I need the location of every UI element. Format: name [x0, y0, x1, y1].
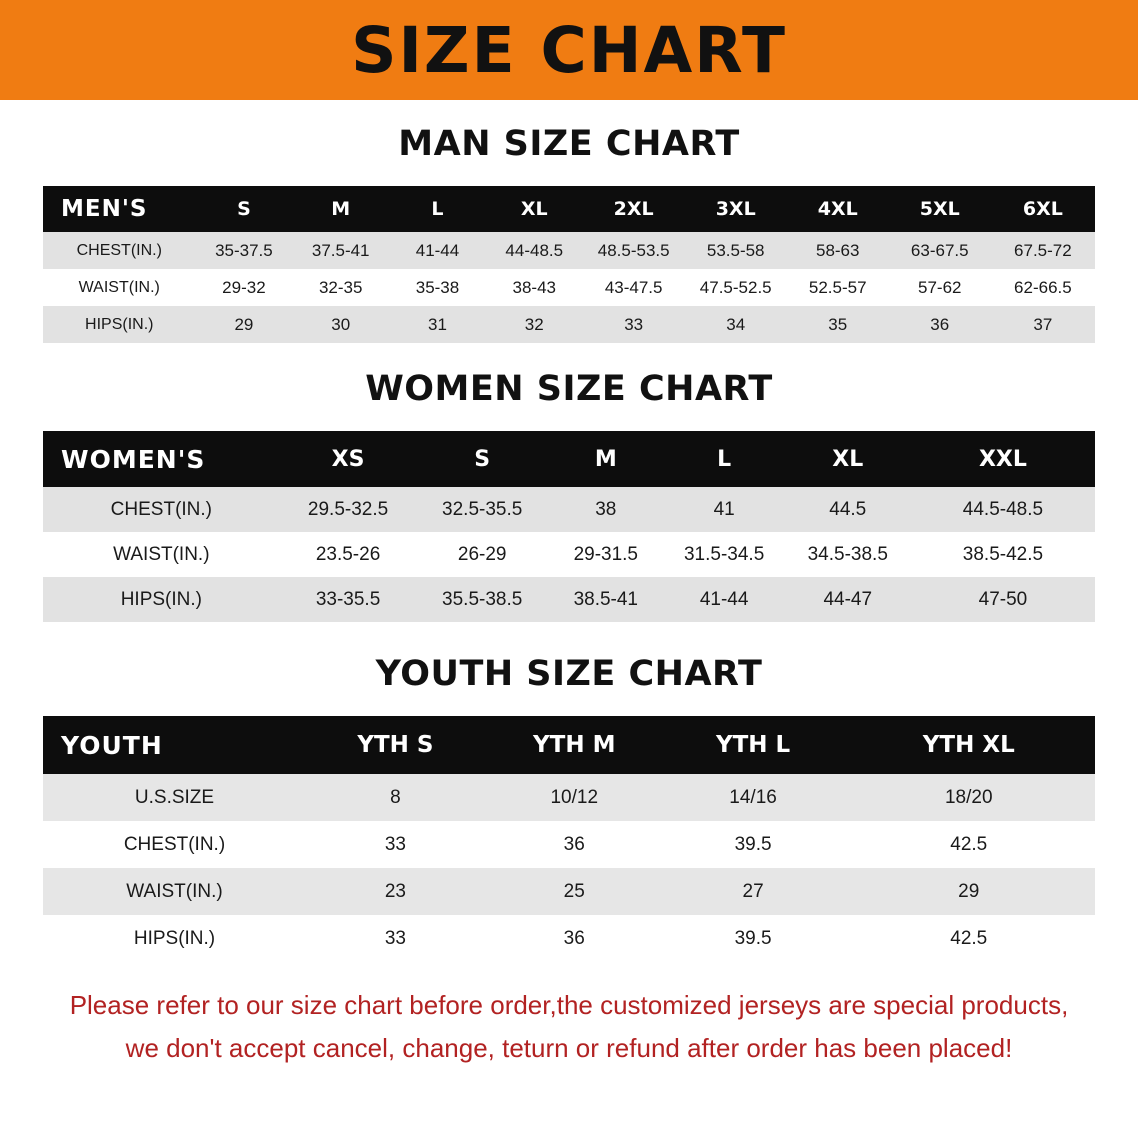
- table-row: [43, 532, 1095, 577]
- man-header-cell-8: 5XL: [889, 186, 991, 232]
- man-row-label-1: WAIST(IN.): [43, 269, 196, 306]
- youth-cell-2-1: 25: [485, 868, 664, 915]
- man-table-header-row: [43, 186, 1095, 232]
- women-cell-0-5: 44.5-48.5: [911, 487, 1095, 532]
- disclaimer-line-2: we don't accept cancel, change, teturn or refund after order has been placed!: [125, 1032, 1013, 1063]
- women-cell-2-4: 44-47: [785, 577, 911, 622]
- disclaimer-note: [39, 984, 1099, 1070]
- women-cell-2-2: 38.5-41: [548, 577, 664, 622]
- youth-cell-3-0: 33: [306, 915, 485, 962]
- youth-size-table: [43, 716, 1095, 962]
- man-cell-2-3: 32: [486, 306, 583, 343]
- youth-cell-1-0: 33: [306, 821, 485, 868]
- women-cell-0-4: 44.5: [785, 487, 911, 532]
- women-row-label-1: WAIST(IN.): [43, 532, 280, 577]
- man-header-cell-1: S: [196, 186, 293, 232]
- women-header-cell-5: XL: [785, 431, 911, 487]
- table-row: [43, 868, 1095, 915]
- man-cell-2-8: 37: [991, 306, 1095, 343]
- women-cell-1-0: 23.5-26: [280, 532, 417, 577]
- women-cell-0-0: 29.5-32.5: [280, 487, 417, 532]
- man-cell-1-6: 52.5-57: [787, 269, 889, 306]
- man-cell-1-4: 43-47.5: [583, 269, 685, 306]
- man-header-cell-3: L: [389, 186, 486, 232]
- women-table-wrap: [43, 431, 1095, 622]
- women-cell-1-2: 29-31.5: [548, 532, 664, 577]
- man-cell-1-5: 47.5-52.5: [685, 269, 787, 306]
- man-cell-0-8: 67.5-72: [991, 232, 1095, 269]
- man-cell-0-0: 35-37.5: [196, 232, 293, 269]
- youth-header-cell-1: YTH S: [306, 716, 485, 774]
- youth-cell-2-0: 23: [306, 868, 485, 915]
- women-cell-1-5: 38.5-42.5: [911, 532, 1095, 577]
- youth-cell-1-1: 36: [485, 821, 664, 868]
- man-header-cell-9: 6XL: [991, 186, 1095, 232]
- table-row: [43, 269, 1095, 306]
- youth-row-label-1: CHEST(IN.): [43, 821, 306, 868]
- man-header-cell-2: M: [292, 186, 389, 232]
- man-cell-1-7: 57-62: [889, 269, 991, 306]
- youth-cell-1-3: 42.5: [842, 821, 1095, 868]
- women-cell-2-5: 47-50: [911, 577, 1095, 622]
- women-section-heading: WOMEN SIZE CHART: [365, 369, 773, 409]
- youth-table-wrap: [43, 716, 1095, 962]
- youth-cell-3-2: 39.5: [664, 915, 843, 962]
- table-row: [43, 774, 1095, 821]
- women-table-header-row: [43, 431, 1095, 487]
- man-header-cell-6: 3XL: [685, 186, 787, 232]
- youth-row-label-2: WAIST(IN.): [43, 868, 306, 915]
- youth-header-cell-4: YTH XL: [842, 716, 1095, 774]
- table-row: [43, 821, 1095, 868]
- women-cell-2-0: 33-35.5: [280, 577, 417, 622]
- youth-header-cell-2: YTH M: [485, 716, 664, 774]
- women-header-cell-3: M: [548, 431, 664, 487]
- man-section-heading: MAN SIZE CHART: [398, 124, 740, 164]
- youth-cell-3-3: 42.5: [842, 915, 1095, 962]
- women-cell-1-1: 26-29: [416, 532, 548, 577]
- table-row: [43, 232, 1095, 269]
- youth-row-label-3: HIPS(IN.): [43, 915, 306, 962]
- youth-row-label-0: U.S.SIZE: [43, 774, 306, 821]
- table-row: [43, 577, 1095, 622]
- man-cell-0-4: 48.5-53.5: [583, 232, 685, 269]
- man-cell-2-6: 35: [787, 306, 889, 343]
- man-cell-0-2: 41-44: [389, 232, 486, 269]
- page-title: SIZE CHART: [351, 13, 787, 87]
- man-cell-2-7: 36: [889, 306, 991, 343]
- youth-section-heading: YOUTH SIZE CHART: [375, 654, 763, 694]
- women-header-cell-6: XXL: [911, 431, 1095, 487]
- man-cell-0-6: 58-63: [787, 232, 889, 269]
- women-cell-0-2: 38: [548, 487, 664, 532]
- man-cell-0-7: 63-67.5: [889, 232, 991, 269]
- man-header-cell-5: 2XL: [583, 186, 685, 232]
- man-cell-2-4: 33: [583, 306, 685, 343]
- man-cell-0-3: 44-48.5: [486, 232, 583, 269]
- table-row: [43, 487, 1095, 532]
- man-header-cell-0: MEN'S: [43, 186, 196, 232]
- women-row-label-2: HIPS(IN.): [43, 577, 280, 622]
- man-table-wrap: [43, 186, 1095, 343]
- youth-cell-0-1: 10/12: [485, 774, 664, 821]
- women-cell-2-3: 41-44: [664, 577, 785, 622]
- disclaimer-line-1: Please refer to our size chart before order,the customized jerseys are special products,: [69, 990, 1069, 1020]
- youth-table-header-row: [43, 716, 1095, 774]
- man-cell-1-3: 38-43: [486, 269, 583, 306]
- man-cell-1-1: 32-35: [292, 269, 389, 306]
- table-row: [43, 915, 1095, 962]
- man-cell-2-5: 34: [685, 306, 787, 343]
- youth-cell-2-3: 29: [842, 868, 1095, 915]
- man-cell-0-5: 53.5-58: [685, 232, 787, 269]
- man-size-table: [43, 186, 1095, 343]
- youth-cell-2-2: 27: [664, 868, 843, 915]
- man-cell-0-1: 37.5-41: [292, 232, 389, 269]
- table-row: [43, 306, 1095, 343]
- women-cell-1-3: 31.5-34.5: [664, 532, 785, 577]
- women-header-cell-1: XS: [280, 431, 417, 487]
- women-header-cell-2: S: [416, 431, 548, 487]
- man-cell-1-2: 35-38: [389, 269, 486, 306]
- women-row-label-0: CHEST(IN.): [43, 487, 280, 532]
- man-header-cell-4: XL: [486, 186, 583, 232]
- man-cell-2-2: 31: [389, 306, 486, 343]
- women-header-cell-0: WOMEN'S: [43, 431, 280, 487]
- man-cell-2-1: 30: [292, 306, 389, 343]
- women-cell-1-4: 34.5-38.5: [785, 532, 911, 577]
- youth-header-cell-0: YOUTH: [43, 716, 306, 774]
- women-cell-0-1: 32.5-35.5: [416, 487, 548, 532]
- man-cell-1-0: 29-32: [196, 269, 293, 306]
- women-size-table: [43, 431, 1095, 622]
- youth-header-cell-3: YTH L: [664, 716, 843, 774]
- women-header-cell-4: L: [664, 431, 785, 487]
- youth-cell-1-2: 39.5: [664, 821, 843, 868]
- man-header-cell-7: 4XL: [787, 186, 889, 232]
- man-cell-1-8: 62-66.5: [991, 269, 1095, 306]
- women-cell-0-3: 41: [664, 487, 785, 532]
- man-cell-2-0: 29: [196, 306, 293, 343]
- youth-cell-0-3: 18/20: [842, 774, 1095, 821]
- youth-cell-0-0: 8: [306, 774, 485, 821]
- man-row-label-0: CHEST(IN.): [43, 232, 196, 269]
- man-row-label-2: HIPS(IN.): [43, 306, 196, 343]
- women-cell-2-1: 35.5-38.5: [416, 577, 548, 622]
- youth-cell-0-2: 14/16: [664, 774, 843, 821]
- youth-cell-3-1: 36: [485, 915, 664, 962]
- page-banner: [0, 0, 1138, 100]
